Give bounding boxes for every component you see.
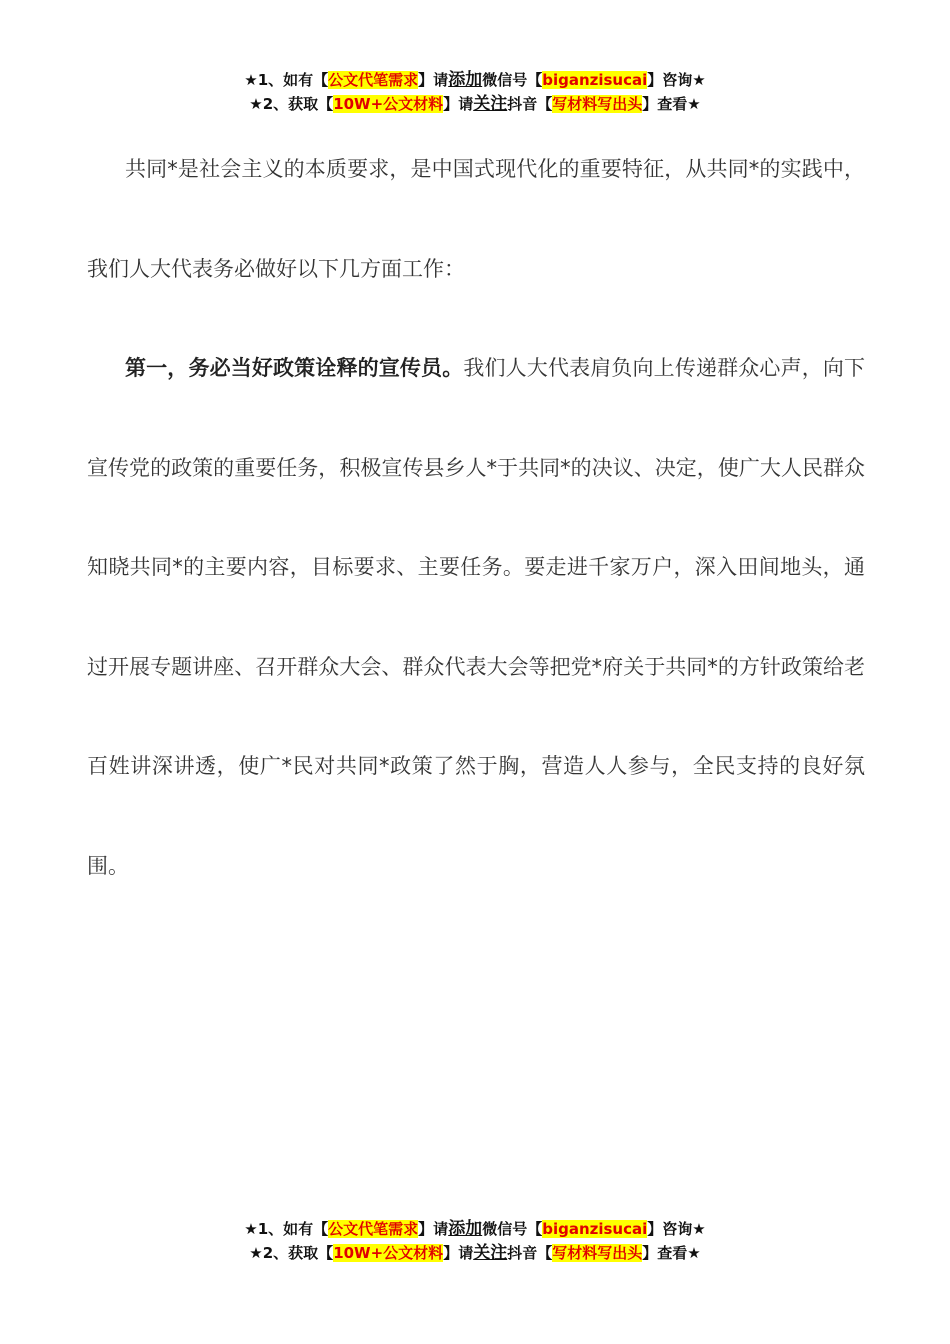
banner-text: 】咨询★ — [647, 71, 706, 89]
banner-text: 】请 — [443, 1244, 474, 1262]
banner-line-2 — [0, 92, 950, 116]
banner-text: 微信号【 — [482, 1220, 543, 1238]
banner-underline: 添加 — [448, 70, 483, 90]
banner-highlight: 10W+公文材料 — [333, 95, 444, 113]
paragraph-text: 我们人大代表肩负向上传递群众心声，向下宣传党的政策的重要任务，积极宣传县乡人*于共同*的决议、决定，使广大人民群众知晓共同*的主要内容，目标要求、主要任务。要走进千家万户，深入田间地头，通过开展专题讲座、召开群众大会、群众代表大会等把党*府关于共同*的方针政策给老百姓讲深讲透，使广*民对共同*政策了然于胸，营造人人参与，全民支持的良好氛围。 — [87, 356, 866, 878]
document-body — [87, 120, 865, 916]
banner-underline: 关注 — [473, 94, 508, 114]
banner-text: 】查看★ — [642, 1244, 701, 1262]
header-banner — [0, 68, 950, 116]
paragraph-heading: 第一，务必当好政策诠释的宣传员。 — [125, 356, 464, 380]
banner-text: ★1、如有【 — [244, 1220, 329, 1238]
banner-highlight: 写材料写出头 — [552, 95, 643, 113]
banner-text: 】请 — [418, 71, 449, 89]
banner-text: 】请 — [443, 95, 474, 113]
banner-highlight: 公文代笔需求 — [328, 1220, 419, 1238]
banner-line-2 — [0, 1241, 950, 1265]
banner-highlight: 公文代笔需求 — [328, 71, 419, 89]
banner-highlight: biganzisucai — [542, 71, 648, 89]
banner-line-1 — [0, 68, 950, 92]
banner-text: 抖音【 — [507, 1244, 553, 1262]
footer-banner — [0, 1217, 950, 1265]
banner-highlight: 写材料写出头 — [552, 1244, 643, 1262]
banner-highlight: biganzisucai — [542, 1220, 648, 1238]
banner-text: 】咨询★ — [647, 1220, 706, 1238]
paragraph-first-point — [87, 319, 865, 916]
banner-text: 】请 — [418, 1220, 449, 1238]
banner-underline: 关注 — [473, 1243, 508, 1263]
banner-text: 】查看★ — [642, 95, 701, 113]
banner-highlight: 10W+公文材料 — [333, 1244, 444, 1262]
banner-text: 微信号【 — [482, 71, 543, 89]
banner-text: 抖音【 — [507, 95, 553, 113]
paragraph-intro: 共同*是社会主义的本质要求，是中国式现代化的重要特征，从共同*的实践中，我们人大代表务必做好以下几方面工作： — [87, 157, 865, 281]
banner-text: ★2、获取【 — [249, 95, 334, 113]
banner-text: ★1、如有【 — [244, 71, 329, 89]
banner-text: ★2、获取【 — [249, 1244, 334, 1262]
banner-line-1 — [0, 1217, 950, 1241]
banner-underline: 添加 — [448, 1219, 483, 1239]
